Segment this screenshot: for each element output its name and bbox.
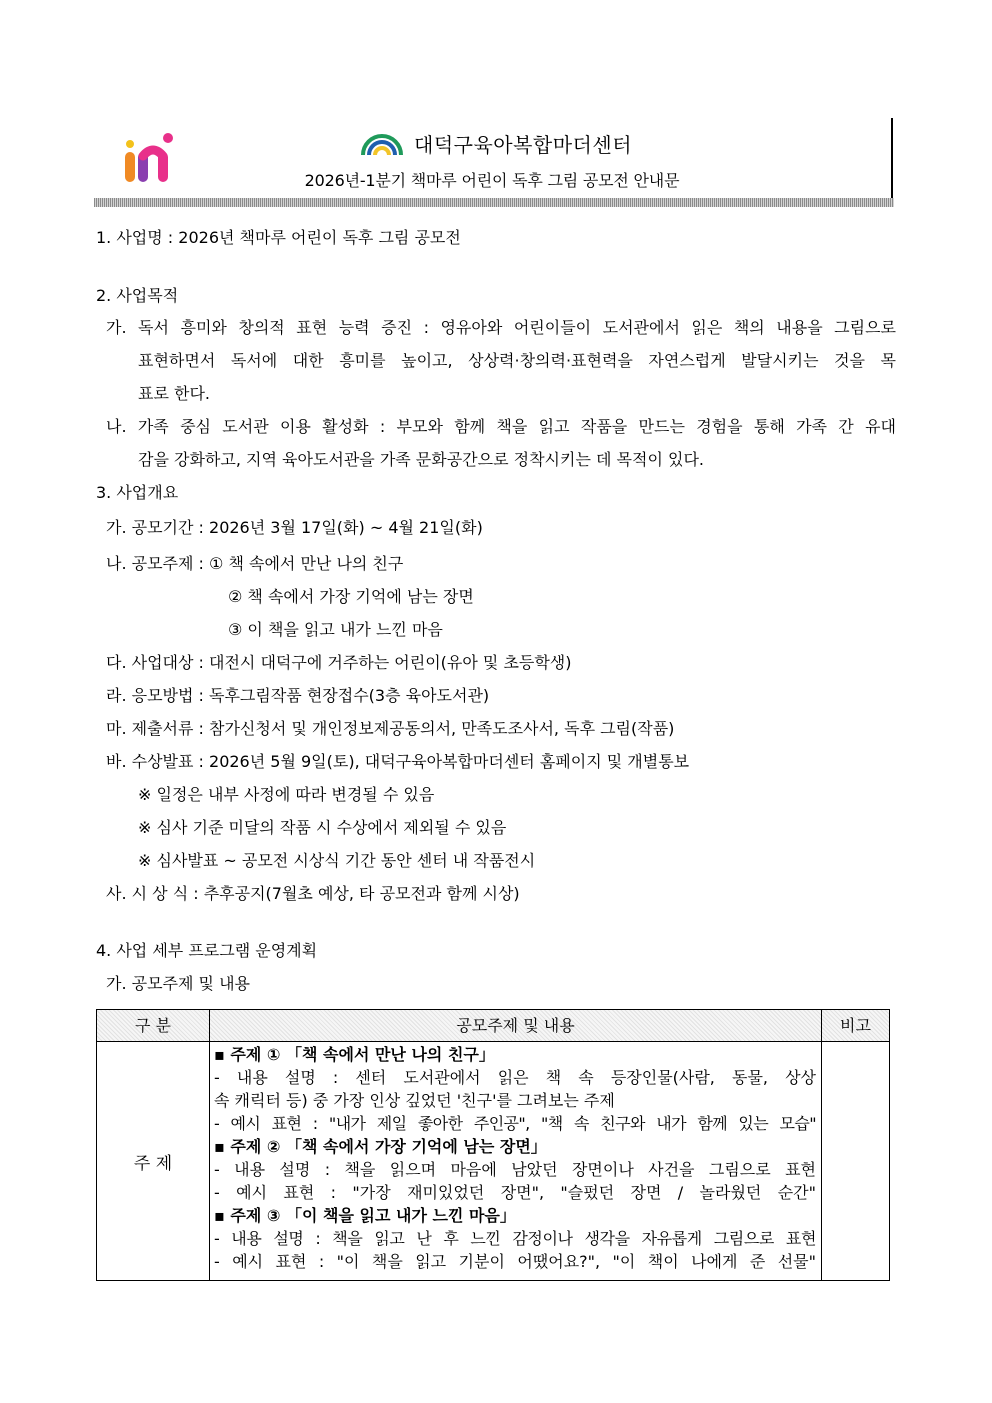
section-2-title: 2. 사업목적	[96, 286, 179, 305]
overview-theme-1: 나. 공모주제 : ① 책 속에서 만난 나의 친구	[106, 554, 404, 573]
section-3-title: 3. 사업개요	[96, 483, 179, 502]
section-1-title: 1. 사업명 : 2026년 책마루 어린이 독후 그림 공모전	[96, 228, 461, 247]
overview-period: 가. 공모기간 : 2026년 3월 17일(화) ~ 4월 21일(화)	[106, 518, 483, 537]
overview-theme-2: ② 책 속에서 가장 기억에 남는 장면	[228, 587, 474, 606]
overview-documents: 마. 제출서류 : 참가신청서 및 개인정보제공동의서, 만족도조사서, 독후 그림(작품)	[106, 719, 675, 738]
overview-target: 다. 사업대상 : 대전시 대덕구에 거주하는 어린이(유아 및 초등학생)	[106, 653, 572, 672]
table-content-cell	[209, 1042, 821, 1280]
table-line: - 내용 설명 : 센터 도서관에서 읽은 책 속 등장인물(사람, 동물, 상상	[214, 1068, 816, 1087]
table-header-content: 공모주제 및 내용	[209, 1010, 821, 1042]
table-header-category: 구 분	[97, 1010, 209, 1042]
table-header-remark: 비고	[821, 1010, 889, 1042]
overview-ceremony: 사. 시 상 식 : 추후공지(7월초 예상, 타 공모전과 함께 시상)	[106, 884, 520, 903]
purpose-b-line-2: 감을 강화하고, 지역 육아도서관을 가족 문화공간으로 정착시키는 데 목적이 있다.	[138, 450, 704, 469]
table-remark-cell	[821, 1042, 889, 1280]
table-line: ▪ 주제 ② 「책 속에서 가장 기억에 남는 장면」	[214, 1137, 547, 1156]
section-4a-title: 가. 공모주제 및 내용	[106, 974, 250, 993]
table-line: - 내용 설명 : 책을 읽고 난 후 느낀 감정이나 생각을 자유롭게 그림으로 표현	[214, 1229, 816, 1248]
note-3: ※ 심사발표 ~ 공모전 시상식 기간 동안 센터 내 작품전시	[138, 851, 536, 870]
overview-theme-3: ③ 이 책을 읽고 내가 느낀 마음	[228, 620, 443, 639]
note-1: ※ 일정은 내부 사정에 따라 변경될 수 있음	[138, 785, 435, 804]
overview-announcement: 바. 수상발표 : 2026년 5월 9일(토), 대덕구육아복합마더센터 홈페이지 및 개별통보	[106, 752, 690, 771]
org-title-row	[360, 128, 632, 158]
header-divider	[94, 198, 894, 207]
purpose-a-line-3: 표로 한다.	[138, 384, 210, 403]
document-subtitle: 2026년-1분기 책마루 어린이 독후 그림 공모전 안내문	[304, 171, 680, 190]
table-line: - 예시 표현 : "가장 재미있었던 장면", "슬펐던 장면 / 놀라웠던 순간"	[214, 1183, 816, 1202]
purpose-a-line-2: 표현하면서 독서에 대한 흥미를 높이고, 상상력·창의력·표현력을 자연스럽게 발달시키는 것을 목	[138, 351, 896, 370]
table-line: - 예시 표현 : "내가 제일 좋아한 주인공", "책 속 친구와 내가 함께 있는 모습"	[214, 1114, 816, 1133]
table-line: ▪ 주제 ① 「책 속에서 만난 나의 친구」	[214, 1045, 495, 1064]
purpose-b-line-1: 나. 가족 중심 도서관 이용 활성화 : 부모와 함께 책을 읽고 작품을 만드는 경험을 통해 가족 간 유대	[106, 417, 896, 436]
note-2: ※ 심사 기준 미달의 작품 시 수상에서 제외될 수 있음	[138, 818, 507, 837]
overview-method: 라. 응모방법 : 독후그림작품 현장접수(3층 육아도서관)	[106, 686, 490, 705]
table-line: - 예시 표현 : "이 책을 읽고 기분이 어땠어요?", "이 책이 나에게 준 선물"	[214, 1252, 816, 1271]
purpose-a-line-1: 가. 독서 흥미와 창의적 표현 능력 증진 : 영유아와 어린이들이 도서관에서 읽은 책의 내용을 그림으로	[106, 318, 896, 337]
header-vertical-rule	[891, 118, 893, 198]
section-4-title: 4. 사업 세부 프로그램 운영계획	[96, 941, 318, 960]
table-row-label: 주 제	[133, 1153, 173, 1174]
theme-table	[96, 1009, 890, 1281]
table-line: 속 캐릭터 등) 중 가장 인상 깊었던 '친구'를 그려보는 주제	[214, 1091, 615, 1110]
org-name: 대덕구육아복합마더센터	[414, 132, 633, 157]
table-line: - 내용 설명 : 책을 읽으며 마음에 남았던 장면이나 사건을 그림으로 표현	[214, 1160, 816, 1179]
table-line: ▪ 주제 ③ 「이 책을 읽고 내가 느낀 마음」	[214, 1206, 516, 1225]
rainbow-arc-icon	[360, 130, 404, 156]
